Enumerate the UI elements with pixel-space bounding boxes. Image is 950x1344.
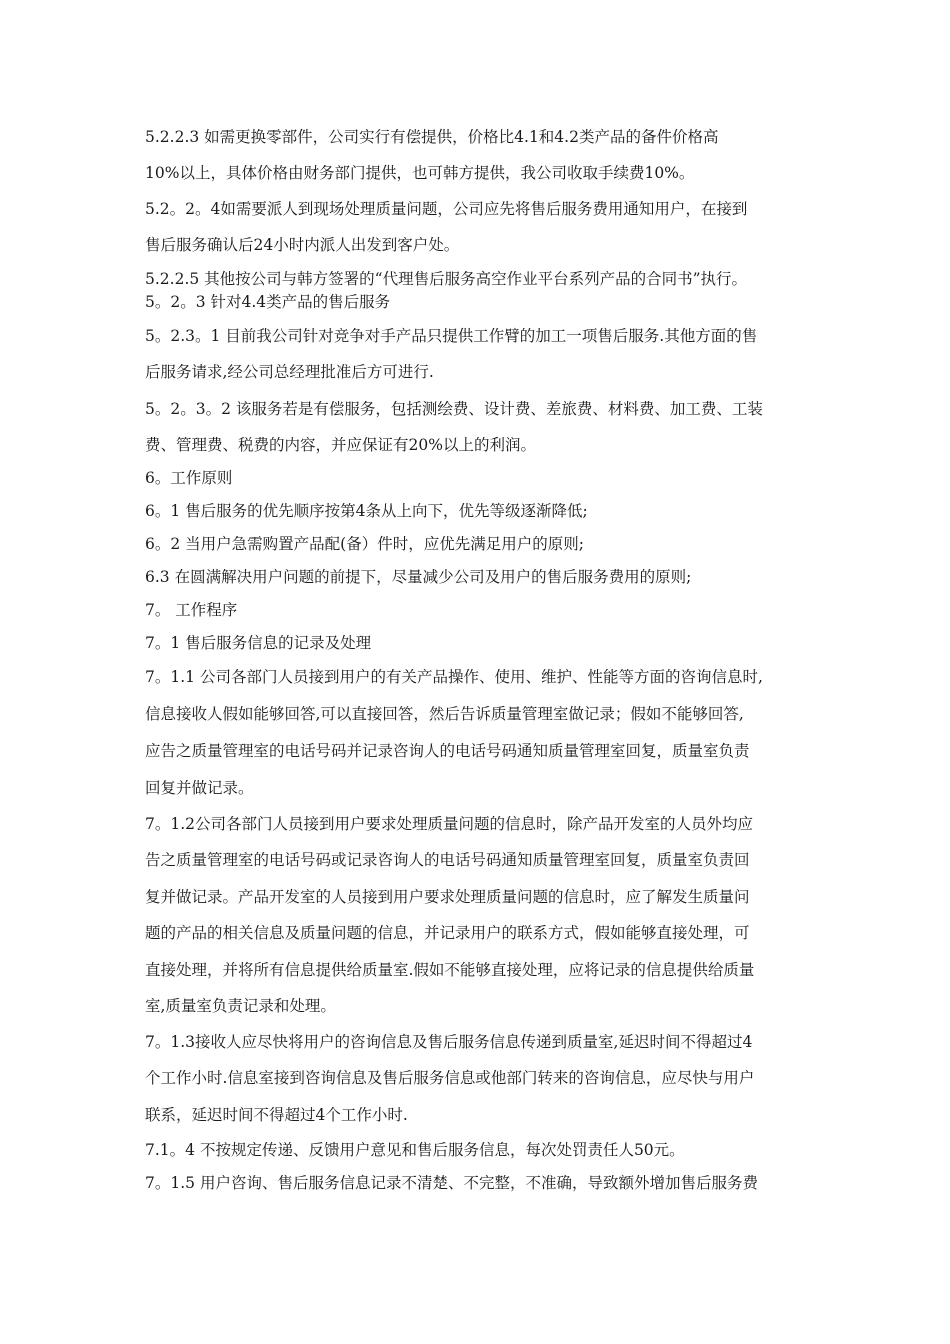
text-line: 题的产品的相关信息及质量问题的信息，并记录用户的联系方式，假如能够直接处理，可 [145, 924, 750, 942]
text-line: 回复并做记录。 [145, 779, 254, 797]
text-line: 信息接收人假如能够回答,可以直接回答，然后告诉质量管理室做记录；假如不能够回答, [145, 705, 744, 723]
section-heading: 6。工作原则 [145, 469, 233, 487]
text-line: 6。2 当用户急需购置产品配(备）件时，应优先满足用户的原则; [145, 535, 584, 553]
text-line: 6。1 售后服务的优先顺序按第4条从上向下，优先等级逐渐降低; [145, 502, 588, 520]
text-line: 5.2.2.3 如需更换零部件，公司实行有偿提供，价格比4.1和4.2类产品的备件价格高 [145, 128, 719, 146]
text-line: 应告之质量管理室的电话号码并记录咨询人的电话号码通知质量管理室回复，质量室负责 [145, 742, 750, 760]
text-line: 7。1.3接收人应尽快将用户的咨询信息及售后服务信息传递到质量室,延迟时间不得超过4 [145, 1033, 753, 1051]
text-line: 5。2。3。2 该服务若是有偿服务，包括测绘费、设计费、差旅费、材料费、加工费、工装 [145, 400, 763, 418]
section-heading: 7。 工作程序 [145, 601, 238, 619]
text-line: 联系，延迟时间不得超过4个工作小时. [145, 1106, 408, 1124]
text-line: 7。1.5 用户咨询、售后服务信息记录不清楚、不完整，不准确，导致额外增加售后服务费 [145, 1174, 758, 1192]
text-line: 室,质量室负责记录和处理。 [145, 997, 336, 1015]
text-line: 后服务请求,经公司总经理批准后方可进行. [145, 363, 434, 381]
section-heading: 5。2。3 针对4.4类产品的售后服务 [145, 293, 391, 311]
text-line: 告之质量管理室的电话号码或记录咨询人的电话号码通知质量管理室回复，质量室负责回 [145, 851, 750, 869]
text-line: 费、管理费、税费的内容，并应保证有20%以上的利润。 [145, 436, 536, 454]
text-line: 6.3 在圆满解决用户问题的前提下，尽量减少公司及用户的售后服务费用的原则; [145, 568, 692, 586]
text-line: 10%以上，具体价格由财务部门提供，也可韩方提供，我公司收取手续费10%。 [145, 164, 695, 182]
text-line: 5。2.3。1 目前我公司针对竞争对手产品只提供工作臂的加工一项售后服务.其他方面的售 [145, 327, 758, 345]
text-line: 7.1。4 不按规定传递、反馈用户意见和售后服务信息，每次处罚责任人50元。 [145, 1141, 685, 1159]
text-line: 个工作小时.信息室接到咨询信息及售后服务信息或他部门转来的咨询信息，应尽快与用户 [145, 1069, 755, 1087]
text-line: 5.2。2。4如需要派人到现场处理质量问题，公司应先将售后服务费用通知用户，在接到 [145, 200, 748, 218]
text-line: 售后服务确认后24小时内派人出发到客户处。 [145, 236, 460, 254]
text-line: 7。1.2公司各部门人员接到用户要求处理质量问题的信息时，除产品开发室的人员外均应 [145, 815, 754, 833]
section-heading: 7。1 售后服务信息的记录及处理 [145, 634, 372, 652]
text-line: 7。1.1 公司各部门人员接到用户的有关产品操作、使用、维护、性能等方面的咨询信息时, [145, 668, 763, 686]
text-line: 直接处理，并将所有信息提供给质量室.假如不能够直接处理，应将记录的信息提供给质量 [145, 961, 755, 979]
text-line: 5.2.2.5 其他按公司与韩方签署的“代理售后服务高空作业平台系列产品的合同书”执行。 [145, 270, 748, 288]
text-line: 复并做记录。产品开发室的人员接到用户要求处理质量问题的信息时，应了解发生质量问 [145, 888, 750, 906]
